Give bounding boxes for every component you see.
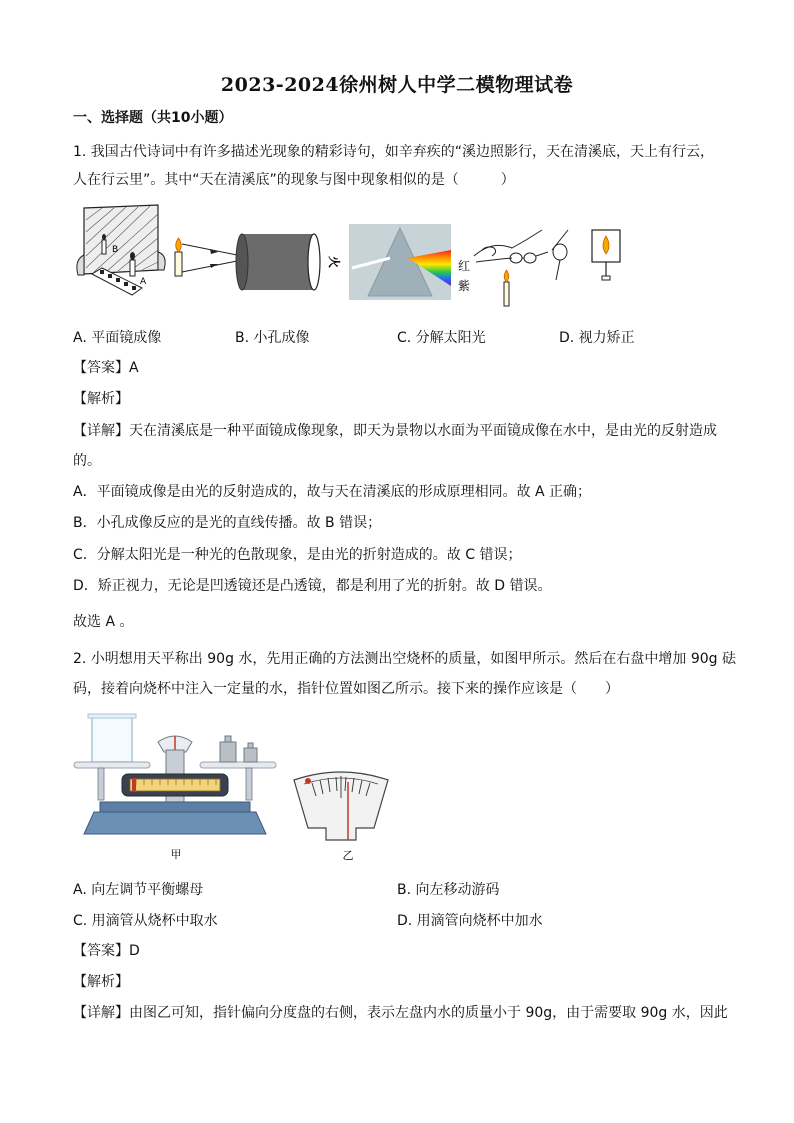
q1-option-a: A. 平面镜成像 (73, 330, 162, 346)
prism-figure (349, 224, 470, 300)
q1-conclusion: 故选 A 。 (73, 614, 134, 630)
q1-stem-line1: 1. 我国古代诗词中有许多描述光现象的精彩诗句，如辛弃疾的“溪边照影行，天在清溪底，天上有行云， (73, 144, 715, 160)
label-yi: 乙 (342, 849, 354, 862)
page-title: 2023-2024徐州树人中学二模物理试卷 (220, 74, 574, 96)
q2-option-b: B. 向左移动游码 (397, 882, 500, 898)
q1-figures (72, 200, 632, 310)
q1-explain-d: D．矫正视力，无论是凹透镜还是凸透镜，都是利用了光的折射。故 D 错误。 (73, 578, 552, 594)
q2-answer: 【答案】D (73, 943, 140, 959)
q2-analysis: 【解析】 (73, 974, 129, 990)
q2-option-c: C. 用滴管从烧杯中取水 (73, 913, 218, 929)
q1-option-b: B. 小孔成像 (235, 330, 310, 346)
q1-analysis: 【解析】 (73, 391, 129, 407)
section-heading: 一、选择题（共10小题） (73, 110, 233, 126)
label-jia: 甲 (170, 848, 182, 861)
q2-option-a: A. 向左调节平衡螺母 (73, 882, 204, 898)
pinhole-camera-figure (175, 234, 342, 290)
pointer-dial-figure (290, 768, 392, 863)
q2-stem-line2: 码，接着向烧杯中注入一定量的水，指针位置如图乙所示。接下来的操作应该是（ ） (73, 681, 619, 697)
q2-stem-line1: 2. 小明想用天平称出 90g 水，先用正确的方法测出空烧杯的质量，如图甲所示。然后在右盘中增加 90g 砝 (73, 651, 737, 667)
q1-option-d: D. 视力矫正 (559, 330, 635, 346)
q1-stem-line2: 人在行云里”。其中“天在清溪底”的现象与图中现象相似的是（ ） (73, 172, 515, 188)
inverted-image-glyph: 火 (327, 256, 341, 269)
q1-detail-line1: 【详解】天在清溪底是一种平面镜成像现象，即天为景物以水面为平面镜成像在水中，是由光的反射造成 (73, 423, 717, 439)
q1-explain-a: A．平面镜成像是由光的反射造成的，故与天在清溪底的形成原理相同。故 A 正确； (73, 484, 592, 500)
label-a: A (140, 277, 147, 287)
q1-explain-b: B．小孔成像反应的是光的直线传播。故 B 错误； (73, 515, 382, 531)
balance-figure (70, 710, 280, 865)
label-red: 红 (458, 259, 471, 273)
q2-option-d: D. 用滴管向烧杯中加水 (397, 913, 543, 929)
q1-answer: 【答案】A (73, 360, 139, 376)
label-b: B (112, 245, 119, 255)
q2-detail-line1: 【详解】由图乙可知，指针偏向分度盘的右侧，表示左盘内水的质量小于 90g，由于需要取 90g 水，因此 (73, 1005, 728, 1021)
q1-option-c: C. 分解太阳光 (397, 330, 486, 346)
q1-detail-line2: 的。 (73, 453, 101, 469)
q1-explain-c: C．分解太阳光是一种光的色散现象，是由光的折射造成的。故 C 错误； (73, 547, 522, 563)
label-purple: 紫 (458, 279, 471, 293)
vision-correction-figure (474, 230, 620, 306)
plane-mirror-figure (77, 205, 165, 295)
